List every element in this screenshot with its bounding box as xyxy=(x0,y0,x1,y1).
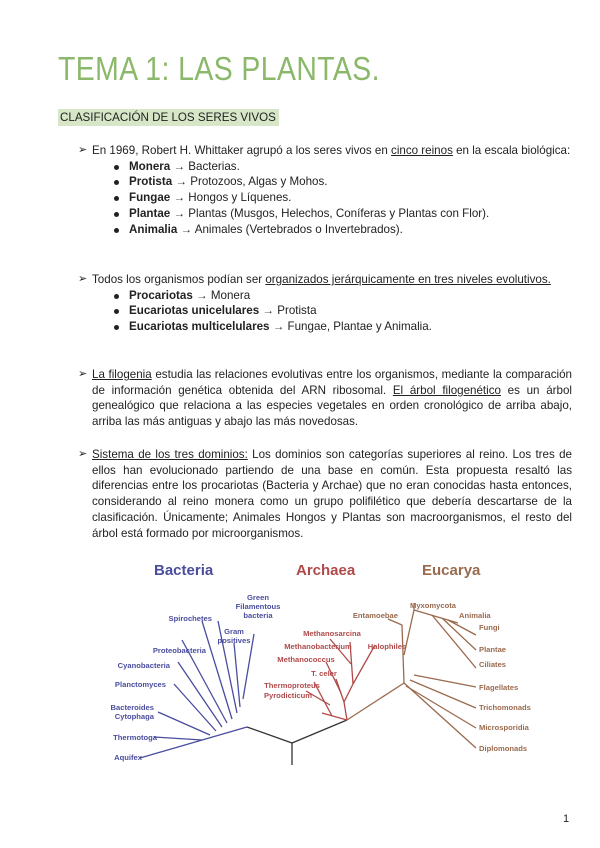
taxon-label: Planctomyces xyxy=(114,680,166,689)
page-number: 1 xyxy=(563,813,570,825)
taxon-label: Thermotoga xyxy=(113,733,157,742)
taxon-label: Ciliates xyxy=(479,660,507,669)
taxon-label: Entamoebae xyxy=(352,611,398,620)
paragraph-phylogeny: ➢ La filogenia estudia las relaciones evolutivas entre los organismos, mediante la comparación de información genética obtenida del ARN ribosomal. El árbol filogenético es un árbol genealógico que relaciona a las especies vegetales en orden cronológico de arriba abajo, arriba las más antiguas y abajo las más novedosas. xyxy=(78,368,572,429)
underlined-term: Sistema de los tres dominios: xyxy=(92,448,248,461)
taxon-label: Halophiles xyxy=(367,642,407,651)
taxon-label: Proteobacteria xyxy=(152,646,206,655)
tree-trunk xyxy=(247,720,347,765)
arrow-bullet-icon: ➢ xyxy=(78,448,88,460)
bacteria-labels xyxy=(111,593,281,762)
phylogenetic-tree xyxy=(92,555,552,780)
list-item: Eucariotas multicelulares → Fungae, Plantae y Animalia. xyxy=(114,319,572,335)
list-item: Eucariotas unicelulares → Protista xyxy=(114,303,572,319)
list-item: Monera → Bacterias. xyxy=(114,159,572,175)
domain-eucarya-label: Eucarya xyxy=(422,562,481,579)
underlined-term: cinco reinos xyxy=(391,144,453,157)
taxon-label: Thermoproteus xyxy=(264,681,320,690)
taxon-label: Aquifex xyxy=(114,753,142,762)
taxon-label: Gram xyxy=(224,627,244,636)
taxon-label: Filamentous xyxy=(235,602,281,611)
arrow-bullet-icon: ➢ xyxy=(78,273,88,285)
list-item: Protista → Protozoos, Algas y Mohos. xyxy=(114,174,572,190)
taxon-label: Methanosarcina xyxy=(303,629,361,638)
taxon-label: Methanococcus xyxy=(277,655,335,664)
list-item: Procariotas → Monera xyxy=(114,288,572,304)
taxon-label: Spirochetes xyxy=(168,614,212,623)
paragraph-evolutionary-levels: ➢ Todos los organismos podían ser organizados jerárquicamente en tres niveles evolutivos. Procariotas → Monera Eucariotas unicelulares → Protista Eucariotas multicelulares → Fungae, Plantae y Animalia. xyxy=(78,272,572,335)
domain-bacteria-label: Bacteria xyxy=(154,562,214,579)
taxon-label: Animalia xyxy=(459,611,491,620)
taxon-label: T. celer xyxy=(311,669,337,678)
eucarya-branches xyxy=(347,603,476,748)
list-item: Animalia → Animales (Vertebrados o Invertebrados). xyxy=(114,222,572,238)
arrow-bullet-icon: ➢ xyxy=(78,144,88,156)
taxon-label: Myxomycota xyxy=(410,601,457,610)
taxon-label: Plantae xyxy=(479,645,507,654)
kingdoms-list xyxy=(78,159,572,238)
eucarya-labels xyxy=(353,601,531,753)
arrow-bullet-icon: ➢ xyxy=(78,368,88,380)
taxon-label: Cytophaga xyxy=(114,712,154,721)
taxon-label: Flagellates xyxy=(479,683,519,692)
taxon-label: Diplomonads xyxy=(479,744,528,753)
taxon-label: positives xyxy=(217,636,251,645)
archaea-labels xyxy=(264,629,406,700)
taxon-label: Methanobacterium xyxy=(284,642,352,651)
section-heading: CLASIFICACIÓN DE LOS SERES VIVOS xyxy=(58,109,279,126)
taxon-label: Pyrodicticum xyxy=(263,691,313,700)
taxon-label: Bacteroides xyxy=(110,703,154,712)
underlined-term: La filogenia xyxy=(92,368,152,381)
taxon-label: Cyanobacteria xyxy=(117,661,170,670)
underlined-term: El árbol filogenético xyxy=(392,383,501,397)
taxon-label: Fungi xyxy=(479,623,500,632)
list-item: Fungae → Hongos y Líquenes. xyxy=(114,190,572,206)
taxon-label: Green xyxy=(247,593,269,602)
taxon-label: Microsporidia xyxy=(479,723,529,732)
list-item: Plantae → Plantas (Musgos, Helechos, Coníferas y Plantas con Flor). xyxy=(114,206,572,222)
page-title: TEMA 1: LAS PLANTAS. xyxy=(58,50,380,87)
underlined-term: organizados jerárquicamente en tres niveles evolutivos. xyxy=(265,273,551,286)
levels-list xyxy=(78,288,572,335)
taxon-label: Trichomonads xyxy=(479,703,531,712)
paragraph-five-kingdoms: ➢ En 1969, Robert H. Whittaker agrupó a los seres vivos en cinco reinos en la escala biológica: Monera → Bacterias. Protista → Protozoos, Algas y Mohos. Fungae → Hongos y Líquenes. Plantae → Plantas (Musgos, Helechos, Coníferas y Plantas con Flor). Animalia → Animales (Vertebrados o Invertebrados). xyxy=(78,144,571,236)
domain-archaea-label: Archaea xyxy=(296,562,356,579)
paragraph-three-domains: ➢ Sistema de los tres dominios: Los dominios son categorías superiores al reino. Los tres de ellos han evolucionado partiendo de una base en común. Esta propuesta resaltó las diferencias entre los procariotas (Bacteria y Archae) que no eran conocidas hasta entonces, considerando al reino monera como un grupo polifilético que debería descartarse de la clasificación. Únicamente; Animales Hongos y Plantas son macroorganismos, el resto del árbol está formado por microorganismos. xyxy=(78,448,573,540)
taxon-label: bacteria xyxy=(243,611,273,620)
